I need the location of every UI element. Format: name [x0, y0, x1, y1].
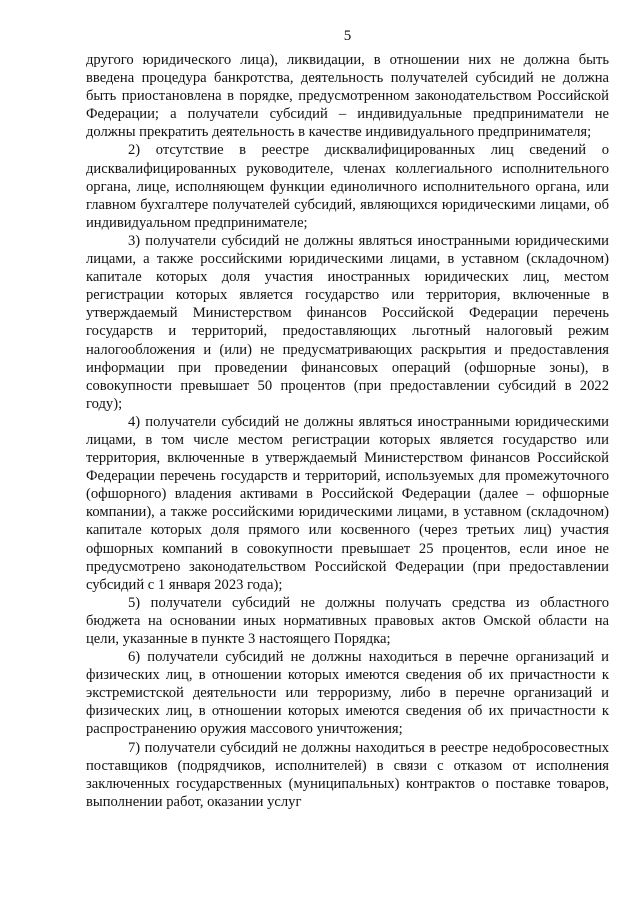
paragraph-item-4: 4) получатели субсидий не должны являться иностранными юридическими лицами, в том числе местом регистрации которых является государство или территория, включенные в утверждаемый Министерством финансов Российской Федерации перечень государств и территорий, используемых для промежуточного (офшорного) владения активами в Российской Федерации (далее – офшорные компании), а также российскими юридическими лицами, в уставном (складочном) капитале которых доля прямого или косвенного (через третьих лиц) участия офшорных компаний в совокупности превышает 25 процентов, если иное не предусмотрено законодательством Российской Федерации (при предоставлении субсидий с 1 января 2023 года); — [86, 413, 609, 593]
paragraph-item-2: 2) отсутствие в реестре дисквалифицированных лиц сведений о дисквалифицированных руководителе, членах коллегиального исполнительного органа, лице, исполняющем функции единоличного исполнительного органа, или главном бухгалтере получателей субсидий, являющихся юридическими лицами, об индивидуальном предпринимателе; — [86, 142, 609, 231]
page-number: 5 — [343, 28, 352, 44]
document-body — [86, 51, 609, 811]
paragraph-item-7: 7) получатели субсидий не должны находиться в реестре недобросовестных поставщиков (подрядчиков, исполнителей) в связи с отказом от исполнения заключенных государственных (муниципальных) контрактов о поставке товаров, выполнении работ, оказании услуг — [86, 739, 609, 810]
paragraph-item-6: 6) получатели субсидий не должны находиться в перечне организаций и физических лиц, в отношении которых имеются сведения об их причастности к экстремистской деятельности или терроризму, либо в перечне организаций и физических лиц, в отношении которых имеются сведения об их причастности к распространению оружия массового уничтожения; — [86, 649, 609, 738]
paragraph-item-3: 3) получатели субсидий не должны являться иностранными юридическими лицами, а также российскими юридическими лицами, в уставном (складочном) капитале которых доля участия иностранных юридических лиц, местом регистрации которых является государство или территория, включенные в утверждаемый Министерством финансов Российской Федерации перечень государств и территорий, предоставляющих льготный налоговый режим налогообложения и (или) не предусматривающих раскрытия и предоставления информации при проведении финансовых операций (офшорные зоны), в совокупности превышает 50 процентов (при предоставлении субсидий в 2022 году); — [86, 232, 609, 412]
paragraph-continuation: другого юридического лица), ликвидации, в отношении них не должна быть введена процедура банкротства, деятельность получателей субсидий не должна быть приостановлена в порядке, предусмотренном законодательством Российской Федерации; а получатели субсидий – индивидуальные предприниматели не должны прекратить деятельность в качестве индивидуального предпринимателя; — [86, 52, 609, 141]
paragraph-item-5: 5) получатели субсидий не должны получать средства из областного бюджета на основании иных нормативных правовых актов Омской области на цели, указанные в пункте 3 настоящего Порядка; — [86, 594, 609, 647]
